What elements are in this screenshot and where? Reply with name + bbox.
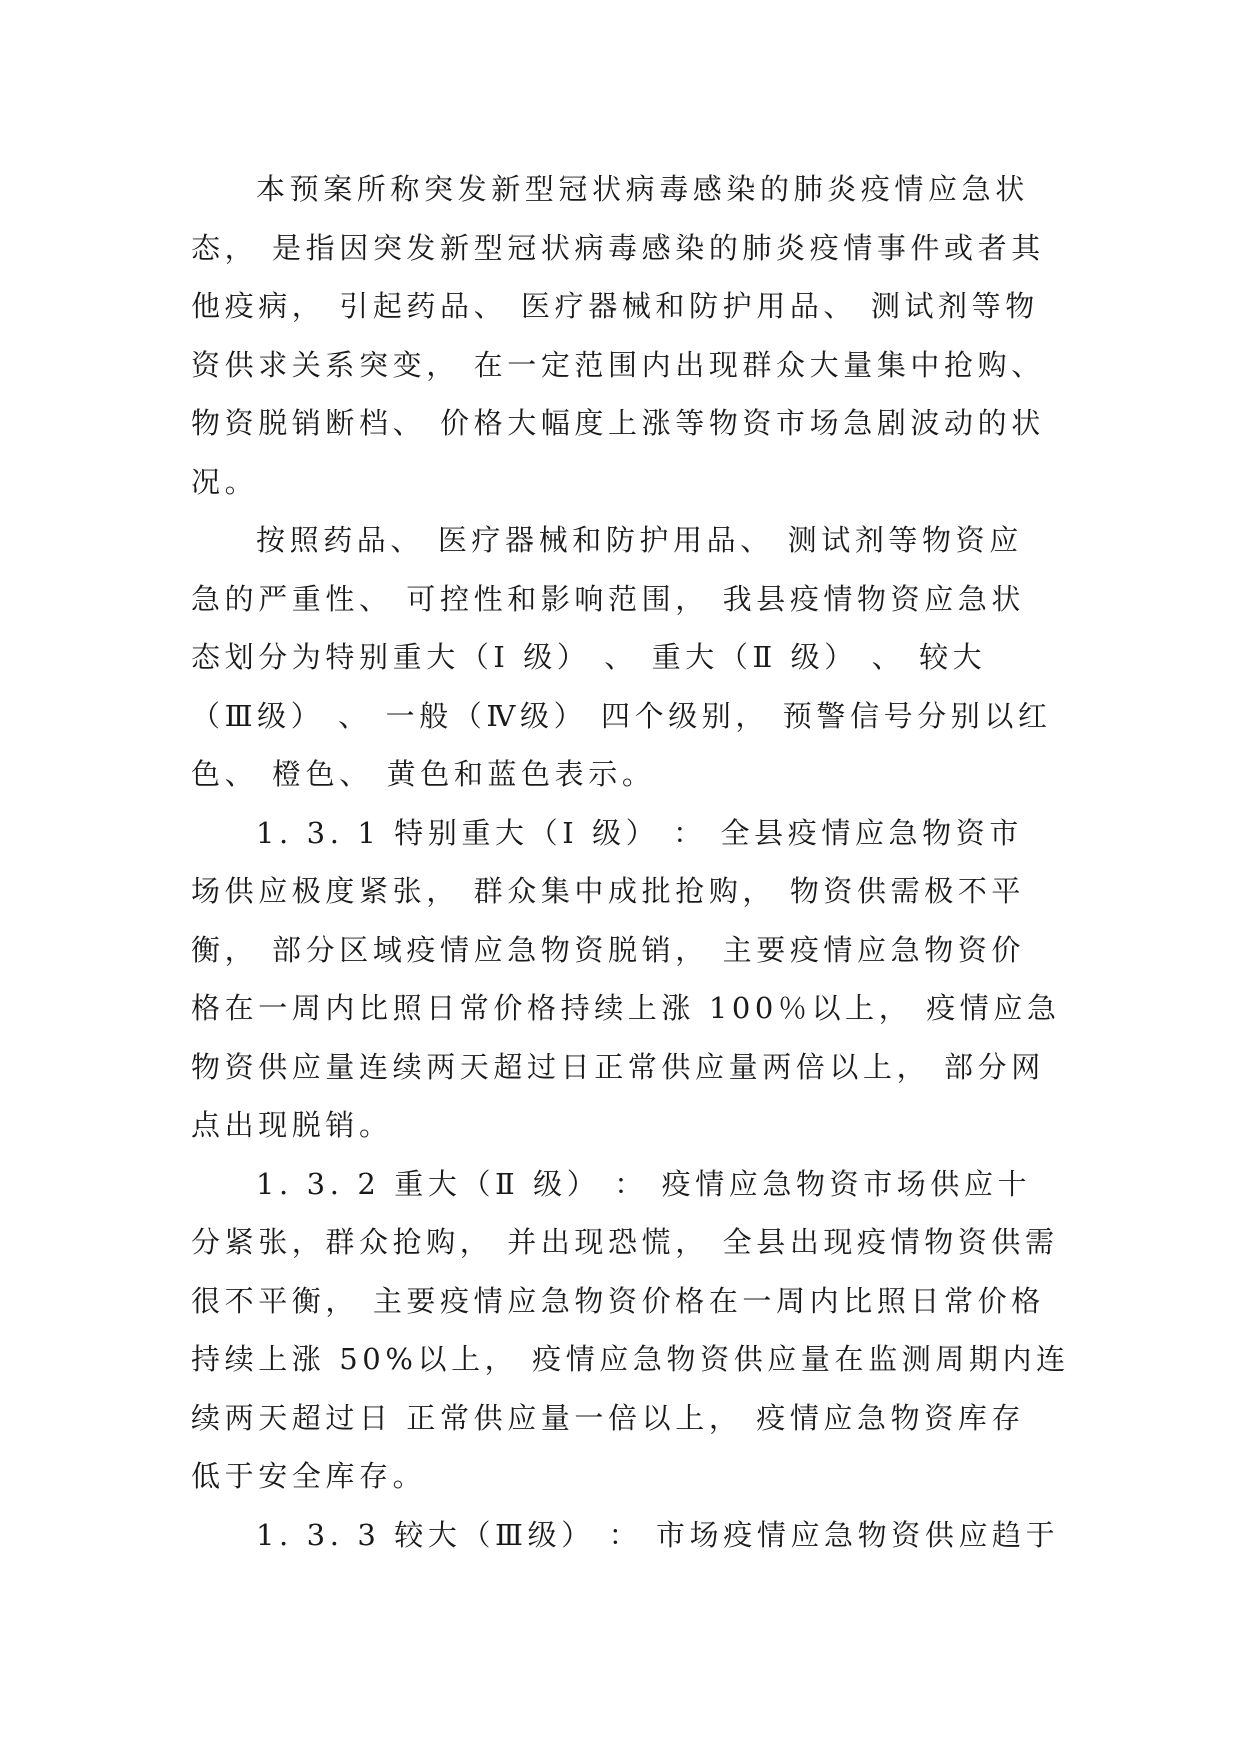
text-line: 态划分为特别重大（Ⅰ 级） 、 重大（Ⅱ 级） 、 较大 xyxy=(191,640,987,674)
text-line: 他疫病， 引起药品、 医疗器械和防护用品、 测试剂等物 xyxy=(191,289,1039,323)
text-line: 持续上涨 50%以上， 疫情应急物资供应量在监测周期内连 xyxy=(191,1342,1070,1376)
text-line: 物资脱销断档、 价格大幅度上涨等物资市场急剧波动的状 xyxy=(191,406,1045,440)
text-line: 况。 xyxy=(191,464,259,499)
text-line: 续两天超过日 正常供应量一倍以上， 疫情应急物资库存 xyxy=(191,1400,1026,1435)
text-line: 色、 橙色、 黄色和蓝色表示。 xyxy=(191,757,656,791)
text-line: 1. 3. 2 重大（Ⅱ 级） ： 疫情应急物资市场供应十 xyxy=(256,1166,1032,1201)
text-line: 物资供应量连续两天超过日正常供应量两倍以上， 部分网 xyxy=(191,1049,1045,1084)
text-line: 1. 3. 1 特别重大（Ⅰ 级） ： 全县疫情应急物资市 xyxy=(256,815,1023,850)
text-line: 衡， 部分区域疫情应急物资脱销， 主要疫情应急物资价 xyxy=(191,932,1026,967)
text-line: 格在一周内比照日常价格持续上涨 100％以上， 疫情应急 xyxy=(191,991,1061,1025)
text-line: 按照药品、 医疗器械和防护用品、 测试剂等物资应 xyxy=(256,523,1023,557)
text-line: （Ⅲ级） 、 一般（Ⅳ级） 四个级别， 预警信号分别以红 xyxy=(191,698,1052,733)
text-line: 点出现脱销。 xyxy=(191,1108,393,1142)
text-line: 分紧张，群众抢购， 并出现恐慌， 全县出现疫情物资供需 xyxy=(191,1225,1059,1259)
document-body xyxy=(191,160,1070,1564)
text-line: 急的严重性、 可控性和影响范围， 我县疫情物资应急状 xyxy=(191,581,1026,616)
text-line: 很不平衡， 主要疫情应急物资价格在一周内比照日常价格 xyxy=(191,1283,1045,1318)
text-line: 低于安全库存。 xyxy=(191,1459,427,1493)
text-line: 本预案所称突发新型冠状病毒感染的肺炎疫情应急状 xyxy=(256,172,1029,206)
text-line: 场供应极度紧张， 群众集中成批抢购， 物资供需极不平 xyxy=(191,874,1026,908)
text-line: 1. 3. 3 较大（Ⅲ级） ： 市场疫情应急物资供应趋于 xyxy=(256,1517,1060,1552)
text-line: 资供求关系突变， 在一定范围内出现群众大量集中抢购、 xyxy=(191,347,1045,382)
text-line: 态， 是指因突发新型冠状病毒感染的肺炎疫情事件或者其 xyxy=(191,230,1045,265)
